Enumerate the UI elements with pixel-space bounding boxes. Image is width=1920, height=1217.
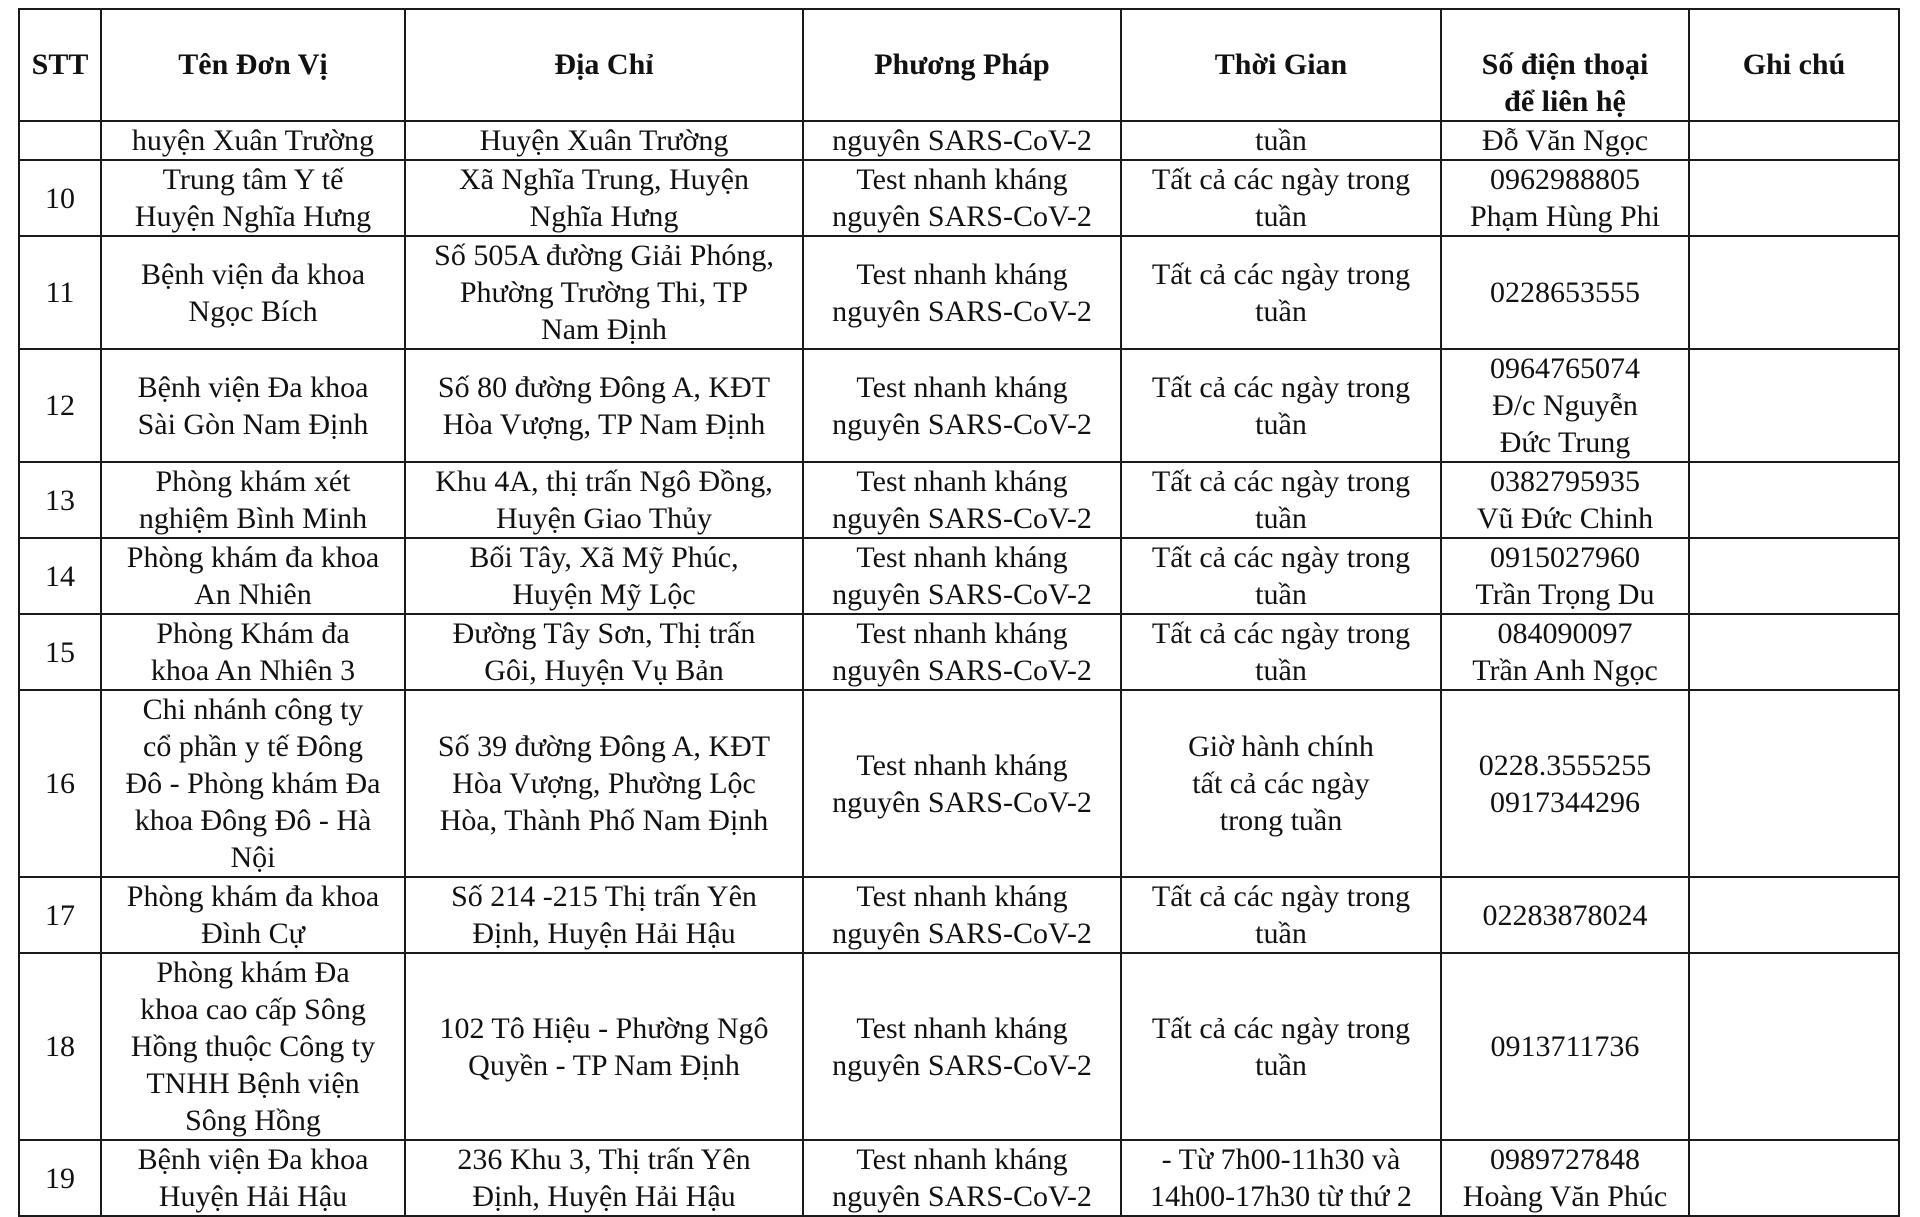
cell-address: Xã Nghĩa Trung, Huyện Nghĩa Hưng xyxy=(405,160,803,236)
table-row xyxy=(19,462,1899,538)
cell-phone: 0915027960 Trần Trọng Du xyxy=(1441,538,1689,614)
cell-address: Số 39 đường Đông A, KĐT Hòa Vượng, Phường Lộc Hòa, Thành Phố Nam Định xyxy=(405,690,803,877)
cell-method: Test nhanh kháng nguyên SARS-CoV-2 xyxy=(803,462,1121,538)
cell-method: Test nhanh kháng nguyên SARS-CoV-2 xyxy=(803,1140,1121,1216)
cell-stt: 11 xyxy=(19,236,101,349)
cell-unit-name: Bệnh viện Đa khoa Huyện Hải Hậu xyxy=(101,1140,405,1216)
cell-time: Tất cả các ngày trong tuần xyxy=(1121,538,1441,614)
cell-stt: 19 xyxy=(19,1140,101,1216)
table-row xyxy=(19,614,1899,690)
cell-stt: 14 xyxy=(19,538,101,614)
cell-unit-name: Phòng khám đa khoa Đình Cự xyxy=(101,877,405,953)
cell-address: Huyện Xuân Trường xyxy=(405,121,803,160)
cell-method: Test nhanh kháng nguyên SARS-CoV-2 xyxy=(803,160,1121,236)
cell-address: Bối Tây, Xã Mỹ Phúc, Huyện Mỹ Lộc xyxy=(405,538,803,614)
cell-method: Test nhanh kháng nguyên SARS-CoV-2 xyxy=(803,538,1121,614)
cell-time: Tất cả các ngày trong tuần xyxy=(1121,349,1441,462)
cell-address: Số 505A đường Giải Phóng, Phường Trường Thi, TP Nam Định xyxy=(405,236,803,349)
cell-stt: 17 xyxy=(19,877,101,953)
cell-unit-name: Bệnh viện đa khoa Ngọc Bích xyxy=(101,236,405,349)
cell-unit-name: Bệnh viện Đa khoa Sài Gòn Nam Định xyxy=(101,349,405,462)
cell-phone: 0913711736 xyxy=(1441,953,1689,1140)
table-row xyxy=(19,121,1899,160)
cell-address: 236 Khu 3, Thị trấn Yên Định, Huyện Hải Hậu xyxy=(405,1140,803,1216)
cell-time: Tất cả các ngày trong tuần xyxy=(1121,953,1441,1140)
cell-phone: 02283878024 xyxy=(1441,877,1689,953)
cell-time: - Từ 7h00-11h30 và 14h00-17h30 từ thứ 2 xyxy=(1121,1140,1441,1216)
cell-time: Tất cả các ngày trong tuần xyxy=(1121,462,1441,538)
header-stt: STT xyxy=(19,9,101,121)
cell-address: 102 Tô Hiệu - Phường Ngô Quyền - TP Nam Định xyxy=(405,953,803,1140)
cell-note xyxy=(1689,538,1899,614)
cell-phone: Đỗ Văn Ngọc xyxy=(1441,121,1689,160)
cell-method: Test nhanh kháng nguyên SARS-CoV-2 xyxy=(803,236,1121,349)
cell-time: Tất cả các ngày trong tuần xyxy=(1121,160,1441,236)
cell-note xyxy=(1689,690,1899,877)
cell-method: Test nhanh kháng nguyên SARS-CoV-2 xyxy=(803,614,1121,690)
cell-unit-name: Phòng Khám đa khoa An Nhiên 3 xyxy=(101,614,405,690)
cell-phone: 084090097 Trần Anh Ngọc xyxy=(1441,614,1689,690)
cell-stt xyxy=(19,121,101,160)
table-row xyxy=(19,160,1899,236)
cell-stt: 10 xyxy=(19,160,101,236)
cell-note xyxy=(1689,121,1899,160)
cell-stt: 15 xyxy=(19,614,101,690)
cell-unit-name: Chi nhánh công ty cổ phần y tế Đông Đô - Phòng khám Đa khoa Đông Đô - Hà Nội xyxy=(101,690,405,877)
cell-unit-name: huyện Xuân Trường xyxy=(101,121,405,160)
cell-phone: 0964765074 Đ/c Nguyễn Đức Trung xyxy=(1441,349,1689,462)
cell-stt: 18 xyxy=(19,953,101,1140)
cell-phone: 0962988805 Phạm Hùng Phi xyxy=(1441,160,1689,236)
table-row xyxy=(19,236,1899,349)
cell-stt: 12 xyxy=(19,349,101,462)
cell-unit-name: Phòng khám đa khoa An Nhiên xyxy=(101,538,405,614)
header-unit-name: Tên Đơn Vị xyxy=(101,9,405,121)
table-row xyxy=(19,877,1899,953)
cell-stt: 16 xyxy=(19,690,101,877)
cell-address: Số 80 đường Đông A, KĐT Hòa Vượng, TP Nam Định xyxy=(405,349,803,462)
cell-time: tuần xyxy=(1121,121,1441,160)
cell-time: Giờ hành chính tất cả các ngày trong tuần xyxy=(1121,690,1441,877)
cell-phone: 0228.3555255 0917344296 xyxy=(1441,690,1689,877)
cell-method: Test nhanh kháng nguyên SARS-CoV-2 xyxy=(803,953,1121,1140)
cell-note xyxy=(1689,953,1899,1140)
cell-note xyxy=(1689,462,1899,538)
cell-unit-name: Phòng khám Đa khoa cao cấp Sông Hồng thuộc Công ty TNHH Bệnh viện Sông Hồng xyxy=(101,953,405,1140)
cell-method: nguyên SARS-CoV-2 xyxy=(803,121,1121,160)
header-address: Địa Chỉ xyxy=(405,9,803,121)
cell-phone: 0382795935 Vũ Đức Chinh xyxy=(1441,462,1689,538)
cell-method: Test nhanh kháng nguyên SARS-CoV-2 xyxy=(803,877,1121,953)
cell-note xyxy=(1689,614,1899,690)
cell-time: Tất cả các ngày trong tuần xyxy=(1121,236,1441,349)
table-row xyxy=(19,349,1899,462)
cell-note xyxy=(1689,1140,1899,1216)
header-note: Ghi chú xyxy=(1689,9,1899,121)
header-phone: Số điện thoại để liên hệ xyxy=(1441,9,1689,121)
document-page xyxy=(18,8,1898,1217)
table-row xyxy=(19,538,1899,614)
cell-address: Số 214 -215 Thị trấn Yên Định, Huyện Hải Hậu xyxy=(405,877,803,953)
header-time: Thời Gian xyxy=(1121,9,1441,121)
cell-phone: 0228653555 xyxy=(1441,236,1689,349)
cell-method: Test nhanh kháng nguyên SARS-CoV-2 xyxy=(803,349,1121,462)
cell-time: Tất cả các ngày trong tuần xyxy=(1121,614,1441,690)
cell-time: Tất cả các ngày trong tuần xyxy=(1121,877,1441,953)
header-row xyxy=(19,9,1899,121)
cell-address: Đường Tây Sơn, Thị trấn Gôi, Huyện Vụ Bản xyxy=(405,614,803,690)
cell-note xyxy=(1689,349,1899,462)
cell-address: Khu 4A, thị trấn Ngô Đồng, Huyện Giao Thủy xyxy=(405,462,803,538)
cell-note xyxy=(1689,877,1899,953)
testing-facilities-table xyxy=(18,8,1900,1217)
header-method: Phương Pháp xyxy=(803,9,1121,121)
cell-note xyxy=(1689,160,1899,236)
cell-unit-name: Phòng khám xét nghiệm Bình Minh xyxy=(101,462,405,538)
table-row xyxy=(19,953,1899,1140)
cell-stt: 13 xyxy=(19,462,101,538)
table-row xyxy=(19,690,1899,877)
cell-phone: 0989727848 Hoàng Văn Phúc xyxy=(1441,1140,1689,1216)
cell-unit-name: Trung tâm Y tế Huyện Nghĩa Hưng xyxy=(101,160,405,236)
table-row xyxy=(19,1140,1899,1216)
cell-method: Test nhanh kháng nguyên SARS-CoV-2 xyxy=(803,690,1121,877)
cell-note xyxy=(1689,236,1899,349)
